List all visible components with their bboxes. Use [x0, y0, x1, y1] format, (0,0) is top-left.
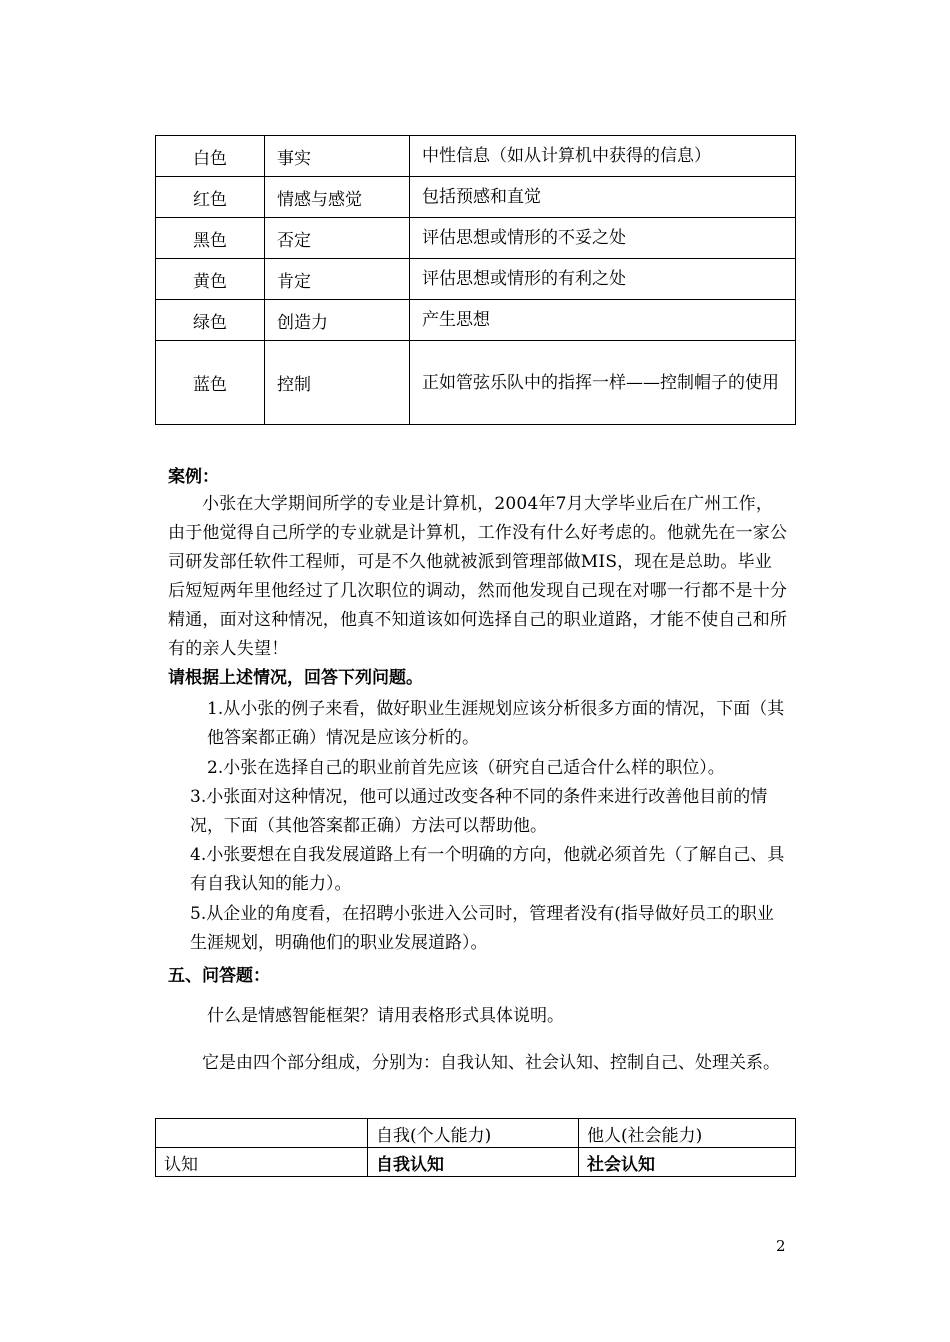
case-paragraph: 小张在大学期间所学的专业是计算机，2004年7月大学毕业后在广州工作，由于他觉得自己所学的专业就是计算机，工作没有什么好考虑的。他就先在一家公司研发部任软件工程师，可是不久他就被派到管理部做MIS，现在是总助。毕业后短短两年里他经过了几次职位的调动，然而他发现自己现在对哪一行都不是十分精通，面对这种情况，他真不知道该如何选择自己的职业道路，才能不使自己和所有的亲人失望！ — [168, 494, 788, 659]
table-row — [156, 300, 796, 341]
table-header-row — [156, 1119, 796, 1148]
hat-meaning-cell: 控制 — [265, 341, 410, 425]
hat-description-cell: 评估思想或情形的有利之处 — [410, 259, 796, 300]
hat-description-cell: 包括预感和直觉 — [410, 177, 796, 218]
hat-color-cell: 绿色 — [156, 300, 265, 341]
hat-color-cell: 红色 — [156, 177, 265, 218]
question-2: 2.小张在选择自己的职业前首先应该（研究自己适合什么样的职位）。 — [207, 758, 725, 778]
hat-meaning-cell: 情感与感觉 — [265, 177, 410, 218]
hat-color-cell: 蓝色 — [156, 341, 265, 425]
page-number: 2 — [776, 1237, 786, 1255]
hat-meaning-cell: 创造力 — [265, 300, 410, 341]
hat-description-cell: 评估思想或情形的不妥之处 — [410, 218, 796, 259]
table-row — [156, 136, 796, 177]
question-3: 3.小张面对这种情况，他可以通过改变各种不同的条件来进行改善他目前的情况，下面（其他答案都正确）方法可以帮助他。 — [190, 787, 768, 836]
thinking-hats-table — [155, 135, 796, 425]
question-5: 5.从企业的角度看，在招聘小张进入公司时，管理者没有(指导做好员工的职业生涯规划，明确他们的职业发展道路）。 — [190, 904, 774, 953]
hat-meaning-cell: 肯定 — [265, 259, 410, 300]
section-5-answer: 它是由四个部分组成，分别为：自我认知、社会认知、控制自己、处理关系。 — [202, 1053, 780, 1073]
table-row — [156, 177, 796, 218]
hat-color-cell: 黑色 — [156, 218, 265, 259]
hat-meaning-cell: 否定 — [265, 218, 410, 259]
questions-heading: 请根据上述情况，回答下列问题。 — [168, 668, 423, 688]
table-row — [156, 259, 796, 300]
table-row — [156, 1148, 796, 1177]
hat-meaning-cell: 事实 — [265, 136, 410, 177]
emotional-intelligence-table — [155, 1118, 796, 1177]
hat-description-cell: 正如管弦乐队中的指挥一样——控制帽子的使用 — [410, 341, 796, 425]
case-heading: 案例： — [168, 467, 219, 487]
header-cell-self: 自我(个人能力) — [368, 1119, 579, 1148]
self-awareness-cell: 自我认知 — [368, 1148, 579, 1177]
hat-description-cell: 产生思想 — [410, 300, 796, 341]
row-label-cell: 认知 — [156, 1148, 368, 1177]
header-cell-others: 他人(社会能力) — [579, 1119, 796, 1148]
section-5-question: 什么是情感智能框架？请用表格形式具体说明。 — [207, 1006, 564, 1026]
social-awareness-cell: 社会认知 — [579, 1148, 796, 1177]
header-cell-empty — [156, 1119, 368, 1148]
table-row — [156, 341, 796, 425]
hat-color-cell: 黄色 — [156, 259, 265, 300]
hat-color-cell: 白色 — [156, 136, 265, 177]
question-1: 1.从小张的例子来看，做好职业生涯规划应该分析很多方面的情况，下面（其他答案都正确）情况是应该分析的。 — [207, 699, 785, 748]
table-row — [156, 218, 796, 259]
section-5-heading: 五、问答题： — [168, 966, 270, 986]
hat-description-cell: 中性信息（如从计算机中获得的信息） — [410, 136, 796, 177]
question-4: 4.小张要想在自我发展道路上有一个明确的方向，他就必须首先（了解自己、具有自我认知的能力）。 — [190, 845, 785, 894]
